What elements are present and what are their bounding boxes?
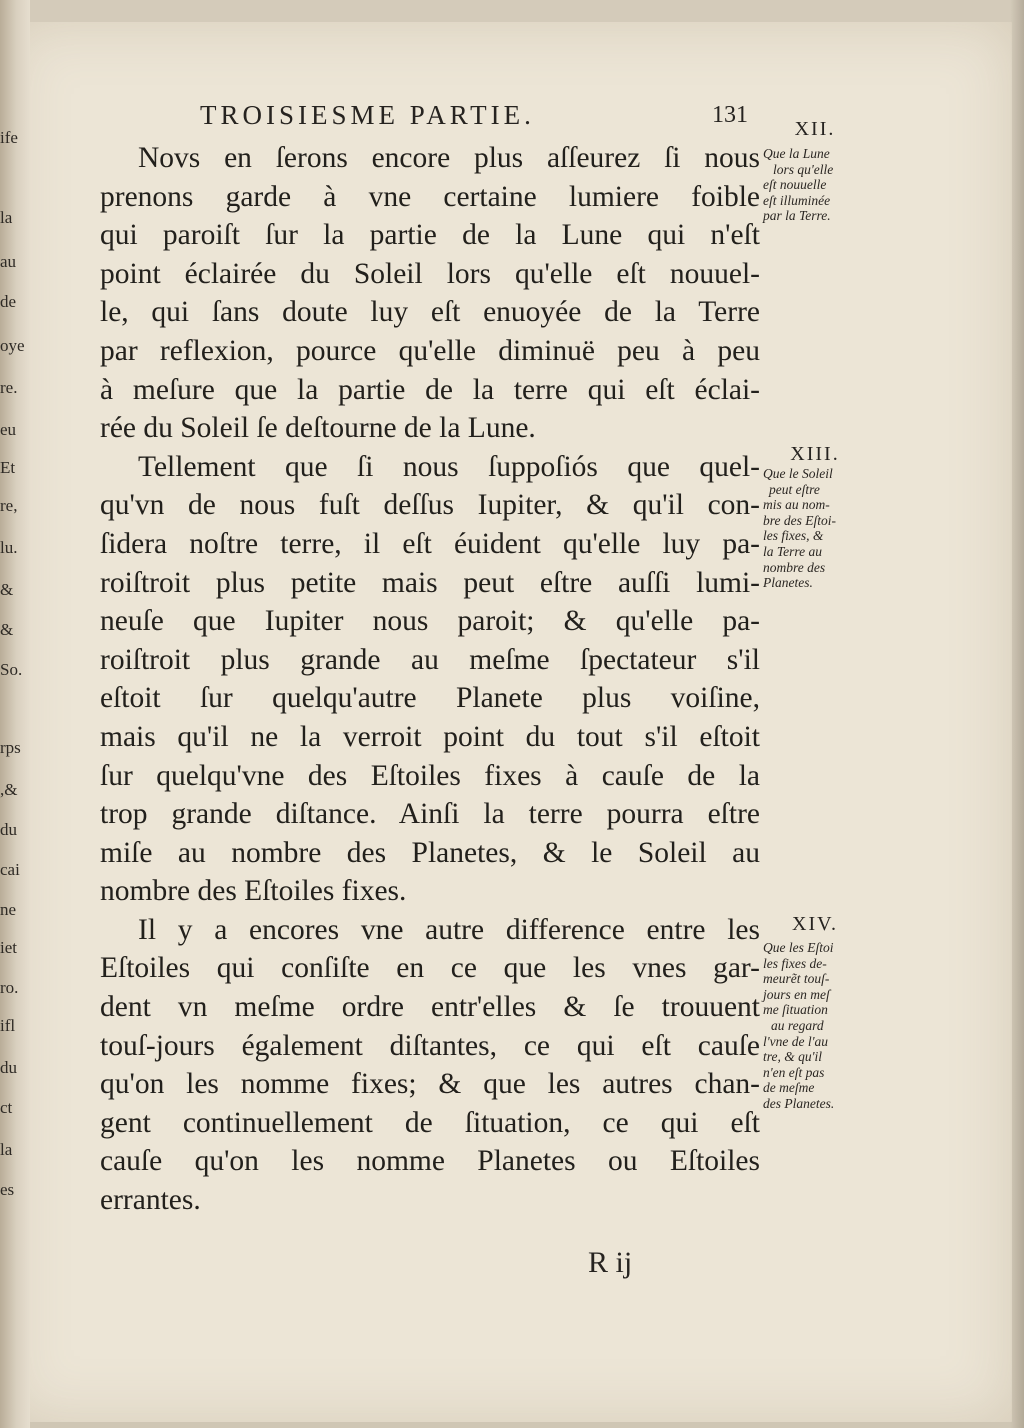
running-head-title: TROISIESME PARTIE. (200, 100, 535, 130)
margin-note-line: des Planetes. (763, 1095, 835, 1111)
gutter-fragment: ct (0, 1098, 13, 1117)
gutter-fragment: re, (0, 496, 18, 515)
gutter-fragment: eu (0, 420, 17, 439)
text-line: prenons garde à vne certaine lumiere foible (100, 180, 760, 213)
margin-note-line: Que les Eſtoi (763, 940, 834, 955)
paragraph-3 (100, 911, 760, 1220)
signature-mark: R ij (588, 1246, 633, 1279)
gutter-fragment: cai (0, 860, 20, 879)
text-line: roiſtroit plus petite mais peut eſtre auſſi lumi- (100, 566, 760, 599)
margin-note-number: XIV. (792, 913, 838, 935)
text-line: touſ-jours également diſtantes, ce qui eſt cauſe (100, 1029, 760, 1062)
gutter-fragment: au (0, 252, 17, 271)
margin-note-line: eſt illuminée (763, 192, 831, 208)
text-line: dent vn meſme ordre entr'elles & ſe trouuent (100, 991, 760, 1024)
margin-note-line: les fixes, & (763, 528, 824, 544)
gutter-fragment: ifl (0, 1016, 16, 1035)
text-line: miſe au nombre des Planetes, & le Soleil au (100, 836, 760, 869)
margin-note-line: n'en eſt pas (763, 1064, 825, 1080)
text-line: qui paroiſt ſur la partie de la Lune qui n'eſt (100, 219, 760, 252)
text-line: trop grande diſtance. Ainſi la terre pourra eſtre (100, 798, 760, 831)
page-number: 131 (712, 102, 748, 128)
margin-note-line: l'vne de l'au (763, 1033, 829, 1049)
margin-note-line: de meſme (763, 1080, 815, 1096)
margin-note-number: XII. (794, 118, 836, 140)
margin-note-line: me ſituation (763, 1002, 828, 1018)
margin-note-number: XIII. (790, 443, 840, 465)
gutter-fragment: lu. (0, 538, 18, 557)
text-line: eſtoit ſur quelqu'autre Planete plus voiſine, (100, 682, 760, 715)
margin-note-line: la Terre au (763, 543, 823, 559)
text-line: cauſe qu'on les nomme Planetes ou Eſtoiles (100, 1145, 760, 1178)
gutter-fragment: de (0, 292, 17, 311)
margin-note-line: eſt nouuelle (763, 177, 827, 193)
gutter-fragment: du (0, 1058, 17, 1077)
gutter-fragment: ife (0, 128, 18, 147)
paragraph-1 (100, 139, 760, 448)
text-line: gent continuellement de ſituation, ce qui eſt (100, 1106, 760, 1139)
text-line: à meſure que la partie de la terre qui eſt éclai- (100, 373, 760, 406)
text-line: nombre des Eſtoiles fixes. (100, 875, 407, 908)
gutter-fragment: & (0, 620, 14, 639)
gutter-fragment: re. (0, 378, 18, 397)
text-line: errantes. (100, 1184, 201, 1217)
gutter-fragment: la (0, 1140, 13, 1159)
margin-note-line: par la Terre. (763, 208, 831, 224)
gutter-fragment: So. (0, 660, 23, 679)
margin-note-line: mis au nom- (763, 497, 830, 513)
margin-note-line: tre, & qu'il (763, 1049, 823, 1065)
text-line: ſidera noſtre terre, il eſt éuident qu'elle luy pa- (100, 527, 760, 560)
margin-note-line: Planetes. (763, 575, 813, 591)
text-line: le, qui ſans doute luy eſt enuoyée de la Terre (100, 296, 760, 329)
gutter-fragment: du (0, 820, 17, 839)
gutter-fragment: Et (0, 458, 16, 477)
facing-page-gutter (0, 0, 30, 1428)
text-line: rée du Soleil ſe deſtourne de la Lune. (100, 412, 536, 445)
text-line: Eſtoiles qui conſiſte en ce que les vnes gar- (100, 952, 760, 985)
margin-note-line: Que le Soleil (763, 466, 833, 481)
margin-note-line: meurẽt touſ- (763, 971, 830, 987)
gutter-fragment: iet (0, 938, 17, 957)
margin-note-line: peut eſtre (769, 481, 820, 497)
text-line: Il y a encores vne autre difference entre les (138, 913, 760, 946)
margin-note-line: les fixes de- (763, 955, 827, 971)
margin-note-12 (763, 146, 878, 224)
text-line: par reflexion, pource qu'elle diminuë peu à peu (100, 334, 760, 367)
text-line: ſur quelqu'vne des Eſtoiles fixes à cauſe de la (100, 759, 760, 792)
text-line: mais qu'il ne la verroit point du tout s'il eſtoit (100, 720, 760, 753)
gutter-fragment: ,& (0, 780, 18, 799)
text-line: Novs en ſerons encore plus aſſeurez ſi nous (138, 142, 760, 174)
margin-note-line: bre des Eſtoi- (763, 512, 836, 528)
text-line: qu'vn de nous fuſt deſſus Iupiter, & qu'il con- (100, 489, 760, 522)
gutter-fragment: rps (0, 738, 21, 757)
margin-note-13 (763, 466, 878, 591)
text-line: roiſtroit plus grande au meſme ſpectateur s'il (100, 643, 760, 676)
text-line: neuſe que Iupiter nous paroit; & qu'elle pa- (100, 605, 760, 638)
gutter-fragment: la (0, 208, 13, 227)
gutter-fragment: & (0, 580, 14, 599)
running-head (200, 100, 760, 136)
text-line: qu'on les nomme fixes; & que les autres chan- (100, 1068, 760, 1101)
text-line: point éclairée du Soleil lors qu'elle eſt nouuel- (100, 257, 760, 290)
main-text-block (100, 139, 760, 1220)
page-edge-shadow (1010, 0, 1024, 1428)
gutter-fragment: ne (0, 900, 17, 919)
margin-note-14 (763, 940, 878, 1112)
margin-note-line: Que la Lune (763, 146, 830, 161)
text-line: Tellement que ſi nous ſuppoſiós que quel- (138, 450, 760, 483)
gutter-fragment: oye (0, 336, 25, 355)
margin-note-line: au regard (771, 1017, 824, 1033)
margin-note-line: jours en meſ (763, 986, 830, 1002)
paragraph-2 (100, 448, 760, 911)
margin-note-line: lors qu'elle (773, 161, 834, 177)
gutter-fragment: es (0, 1180, 15, 1199)
margin-note-line: nombre des (763, 559, 826, 575)
gutter-fragment: ro. (0, 978, 19, 997)
